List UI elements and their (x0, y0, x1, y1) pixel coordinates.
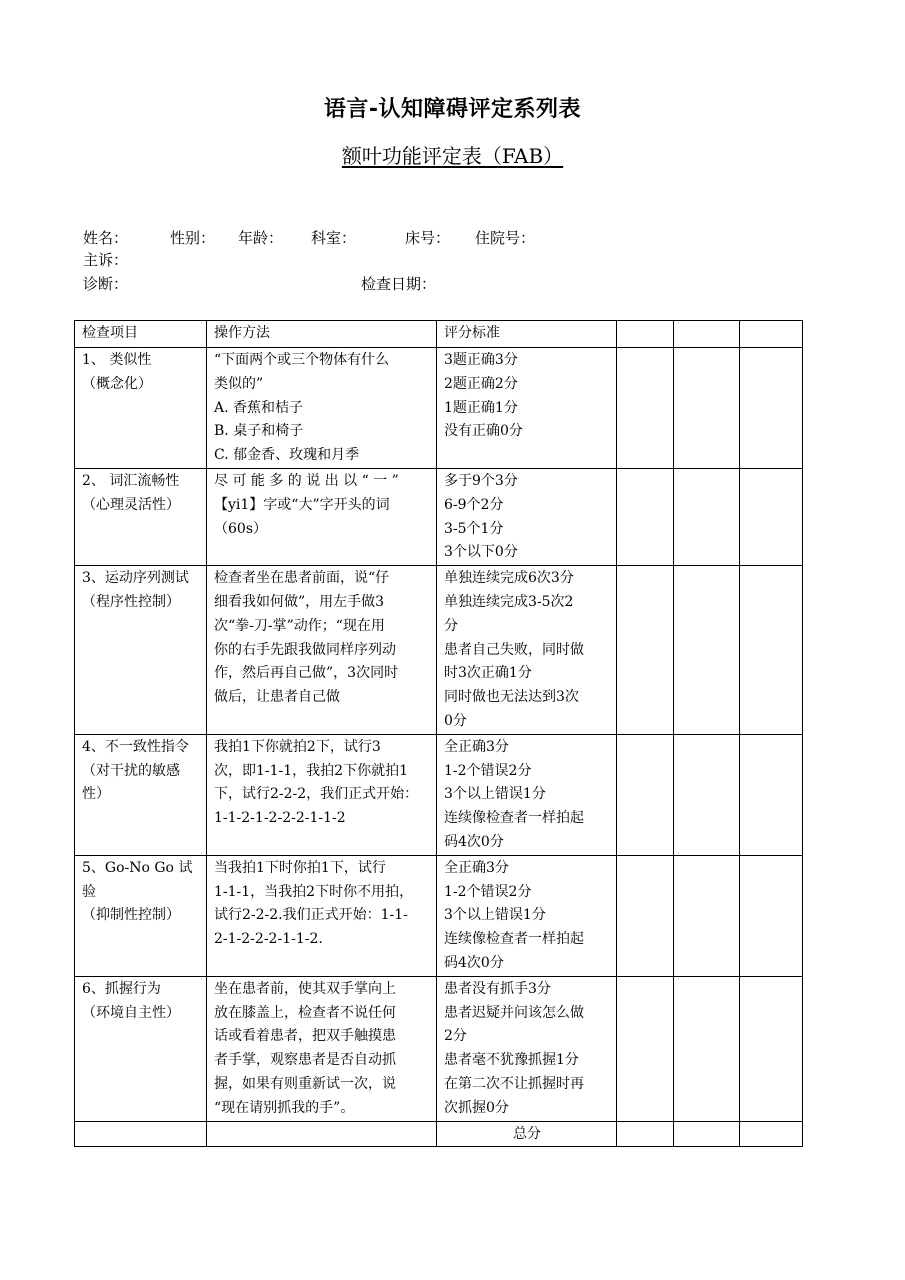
item-cell (75, 566, 207, 735)
method-cell (207, 566, 437, 735)
cell-line: 码4次0分 (444, 954, 504, 971)
cell-line: 检查者坐在患者前面，说“仔 (214, 570, 390, 587)
name-label: 姓名： (83, 229, 129, 247)
cell-line: 1-1-2-1-2-2-2-1-1-2 (214, 810, 346, 827)
cell-line: （程序性控制） (82, 593, 180, 610)
cell-line: 没有正确0分 (444, 423, 523, 440)
cell-line: 细看我如何做”，用左手做3 (214, 593, 385, 610)
cell-line: （心理灵活性） (82, 496, 180, 513)
score-cell (674, 1121, 740, 1147)
table-row (75, 734, 803, 855)
gender-label: 性别： (170, 229, 216, 247)
header-method: 操作方法 (207, 321, 437, 348)
score-cell (674, 855, 740, 976)
cell-line: 1、 类似性 (82, 352, 152, 368)
table-row (75, 976, 803, 1121)
cell-line: “现在请别抓我的手”。 (214, 1099, 355, 1116)
total-row (75, 1121, 803, 1147)
cell-line: B. 桌子和椅子 (214, 423, 304, 440)
item-cell (75, 855, 207, 976)
cell-line: 握，如果有则重新试一次，说 (214, 1075, 396, 1092)
cell-line: 尽 可 能 多 的 说 出 以 “ 一 ” (214, 472, 399, 489)
bed-label: 床号： (405, 229, 451, 247)
cell-line: 同时做也无法达到3次 (444, 689, 579, 706)
score-cell (740, 566, 803, 735)
cell-line: （抑制性控制） (82, 907, 180, 924)
cell-line: 时3次正确1分 (444, 665, 532, 682)
cell-line: 当我拍1下时你拍1下，试行 (214, 859, 386, 876)
score-cell (740, 976, 803, 1121)
cell-line: 患者毫不犹豫抓握1分 (444, 1052, 579, 1069)
score-cell (674, 321, 740, 348)
score-cell (674, 566, 740, 735)
item-cell (75, 734, 207, 855)
cell-line: 患者自己失败，同时做 (444, 641, 584, 658)
empty-cell (75, 1121, 207, 1147)
cell-line: 2-1-2-2-2-1-1-2. (214, 931, 323, 948)
cell-line: 3、运动序列测试 (82, 570, 189, 587)
item-cell (75, 976, 207, 1121)
cell-line: 性） (82, 786, 110, 803)
cell-line: 做后，让患者自己做 (214, 689, 340, 706)
score-cell (740, 468, 803, 565)
method-cell (207, 734, 437, 855)
score-cell (617, 348, 674, 469)
method-cell (207, 976, 437, 1121)
cell-line: 2、 词汇流畅性 (82, 472, 180, 489)
document-title: 语言-认知障碍评定系列表 (323, 97, 582, 122)
cell-line: 【yi1】字或“大”字开头的词 (214, 496, 390, 513)
cell-line: 单独连续完成3-5次2 (444, 593, 574, 610)
cell-line: 次“拳-刀-掌”动作；“现在用 (214, 617, 385, 634)
table-row (75, 348, 803, 469)
cell-line: （对干扰的敏感 (82, 762, 180, 779)
cell-line: 全正确3分 (444, 859, 509, 876)
cell-line: 类似的” (214, 375, 264, 392)
cell-line: 全正确3分 (444, 738, 509, 755)
cell-line: 单独连续完成6次3分 (444, 570, 574, 587)
cell-line: 1-2个错误2分 (444, 762, 532, 779)
score-cell (740, 321, 803, 348)
cell-line: 放在膝盖上，检查者不说任何 (214, 1004, 396, 1021)
item-cell (75, 348, 207, 469)
cell-line: 1-2个错误2分 (444, 883, 532, 900)
score-cell (674, 468, 740, 565)
criteria-cell (437, 855, 617, 976)
cell-line: 作，然后再自己做”，3次同时 (214, 665, 399, 682)
score-cell (740, 1121, 803, 1147)
score-cell (674, 348, 740, 469)
cell-line: 你的右手先跟我做同样序列动 (214, 641, 396, 658)
cell-line: 在第二次不让抓握时再 (444, 1075, 584, 1092)
cell-line: 次，即1-1-1，我拍2下你就拍1 (214, 762, 408, 779)
header-item: 检查项目 (75, 321, 207, 348)
method-cell (207, 348, 437, 469)
score-cell (740, 734, 803, 855)
score-cell (617, 566, 674, 735)
score-cell (617, 321, 674, 348)
cell-line: “下面两个或三个物体有什么 (214, 352, 390, 368)
cell-line: 6、抓握行为 (82, 980, 161, 997)
cell-line: 验 (82, 883, 96, 900)
score-cell (617, 855, 674, 976)
patient-info (83, 227, 843, 297)
cell-line: 1题正确1分 (444, 399, 518, 416)
cell-line: 4、不一致性指令 (82, 738, 189, 755)
cell-line: 坐在患者前，使其双手掌向上 (214, 980, 396, 997)
cell-line: A. 香蕉和桔子 (214, 399, 304, 416)
cell-line: 码4次0分 (444, 833, 504, 850)
department-label: 科室： (311, 229, 357, 247)
method-cell (207, 468, 437, 565)
cell-line: 6-9个2分 (444, 496, 504, 513)
diagnosis-label: 诊断： (83, 275, 129, 293)
cell-line: （60s） (214, 520, 267, 537)
admission-label: 住院号： (475, 229, 536, 247)
cell-line: 连续像检查者一样拍起 (444, 931, 584, 948)
cell-line: 3个以上错误1分 (444, 786, 546, 803)
table-row (75, 855, 803, 976)
method-cell (207, 855, 437, 976)
total-label: 总分 (437, 1121, 617, 1147)
cell-line: 下，试行2-2-2，我们正式开始： (214, 786, 419, 803)
cell-line: 3题正确3分 (444, 352, 518, 368)
cell-line: 患者迟疑并问该怎么做 (444, 1004, 584, 1021)
score-cell (740, 855, 803, 976)
item-cell (75, 468, 207, 565)
header-criteria: 评分标准 (437, 321, 617, 348)
cell-line: 0分 (444, 712, 467, 729)
cell-line: 连续像检查者一样拍起 (444, 810, 584, 827)
table-row (75, 468, 803, 565)
criteria-cell (437, 348, 617, 469)
cell-line: 3个以上错误1分 (444, 907, 546, 924)
exam-date-label: 检查日期： (361, 275, 437, 293)
fab-table (74, 320, 803, 1147)
complaint-label: 主诉： (83, 251, 129, 269)
empty-cell (207, 1121, 437, 1147)
cell-line: 试行2-2-2.我们正式开始：1-1- (214, 907, 408, 924)
cell-line: 2分 (444, 1028, 467, 1045)
table-row (75, 566, 803, 735)
cell-line: C. 郁金香、玫瑰和月季 (214, 447, 360, 464)
cell-line: 3个以下0分 (444, 544, 518, 561)
score-cell (617, 1121, 674, 1147)
score-cell (617, 976, 674, 1121)
age-label: 年龄： (238, 229, 284, 247)
score-cell (617, 734, 674, 855)
cell-line: 5、Go-No Go 试 (82, 859, 193, 876)
cell-line: 话或看着患者，把双手触摸患 (214, 1028, 396, 1045)
criteria-cell (437, 976, 617, 1121)
score-cell (740, 348, 803, 469)
cell-line: 患者没有抓手3分 (444, 980, 551, 997)
table-header-row (75, 321, 803, 348)
cell-line: 3-5个1分 (444, 520, 504, 537)
cell-line: 多于9个3分 (444, 472, 518, 489)
subtitle-text: 额叶功能评定表（FAB） (341, 144, 564, 168)
cell-line: 分 (444, 617, 458, 634)
cell-line: 次抓握0分 (444, 1099, 509, 1116)
cell-line: 2题正确2分 (444, 375, 518, 392)
cell-line: 者手掌，观察患者是否自动抓 (214, 1052, 396, 1069)
criteria-cell (437, 566, 617, 735)
cell-line: 我拍1下你就拍2下，试行3 (214, 738, 381, 755)
cell-line: 1-1-1，当我拍2下时你不用拍， (214, 883, 414, 900)
score-cell (674, 734, 740, 855)
criteria-cell (437, 468, 617, 565)
criteria-cell (437, 734, 617, 855)
score-cell (674, 976, 740, 1121)
score-cell (617, 468, 674, 565)
cell-line: （环境自主性） (82, 1004, 180, 1021)
cell-line: （概念化） (82, 375, 152, 392)
document-subtitle (0, 140, 905, 169)
